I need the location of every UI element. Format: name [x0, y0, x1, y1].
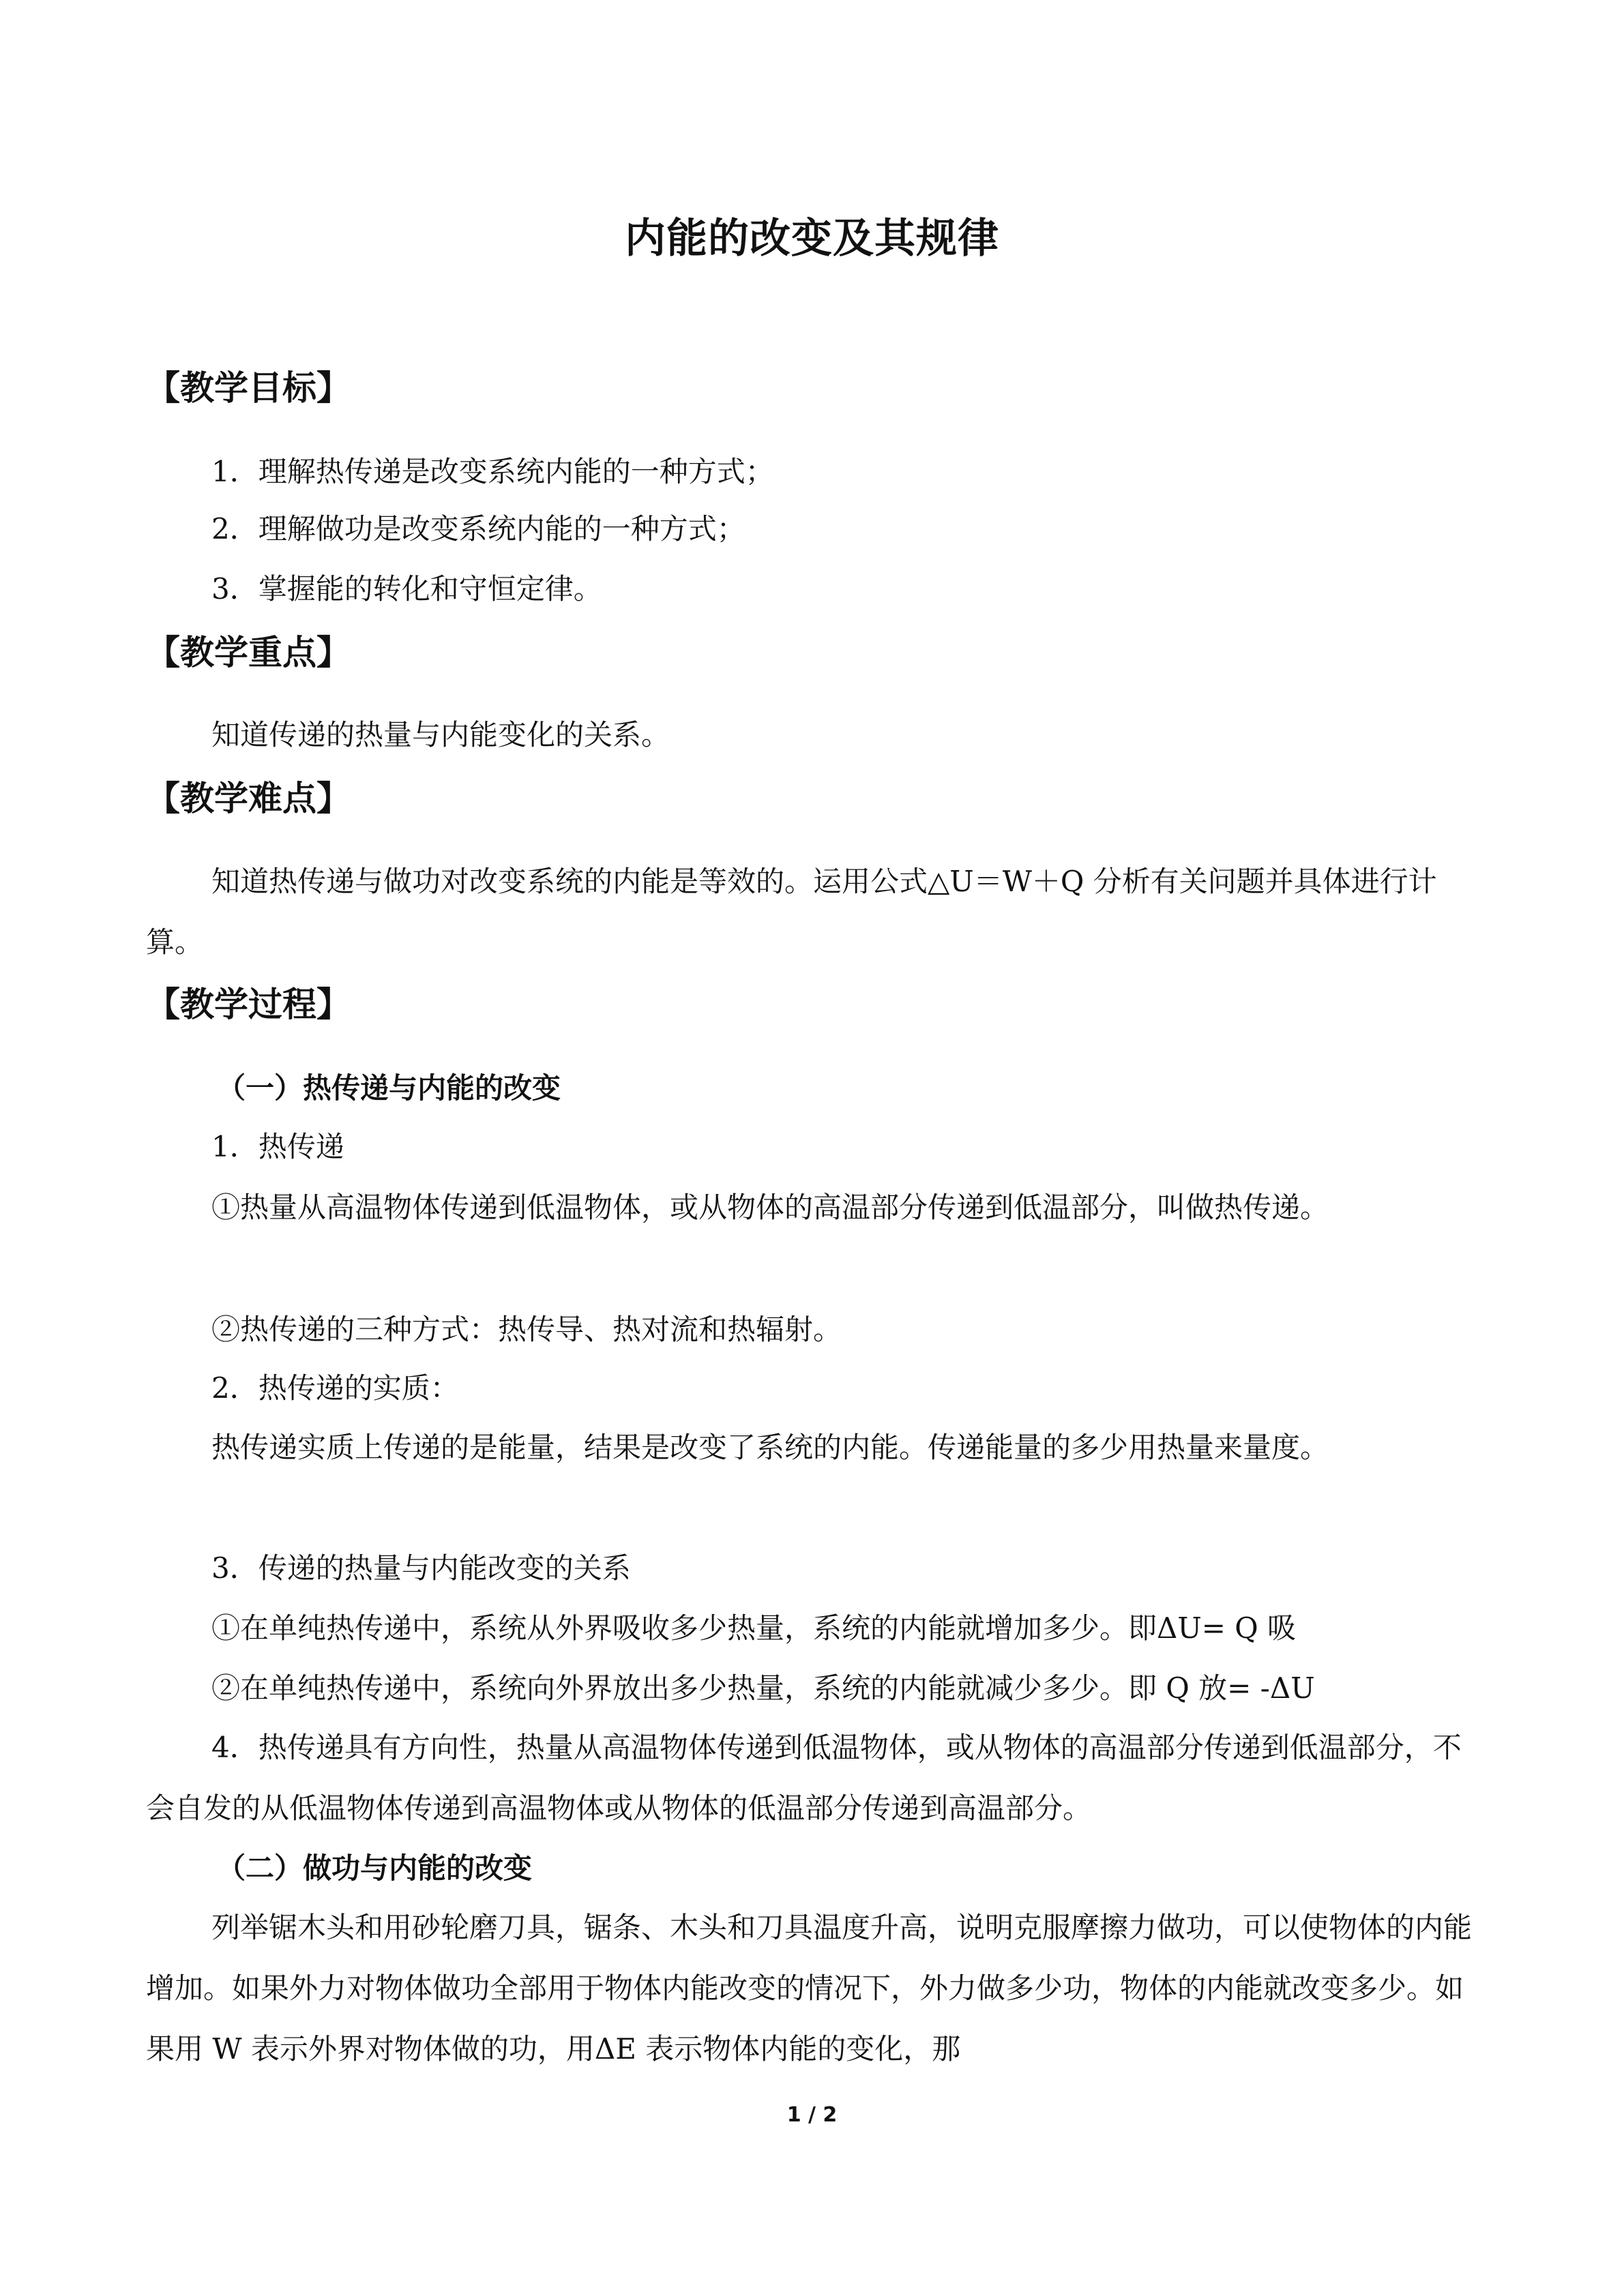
section-1-heading: （一）热传递与内能的改变	[217, 1071, 561, 1105]
difficulties-text: 知道热传递与做功对改变系统的内能是等效的。运用公式△U＝W＋Q 分析有关问题并具体进行计算。	[146, 865, 1437, 959]
section-1-item-3-title: 3．传递的热量与内能改变的关系	[211, 1551, 631, 1585]
section-2-p1: 列举锯木头和用砂轮磨刀具，锯条、木头和刀具温度升高，说明克服摩擦力做功，可以使物体的内能增加。如果外力对物体做功全部用于物体内能改变的情况下，外力做多少功，物体的内能就改变多少。如果用 W 表示外界对物体做的功，用ΔE 表示物体内能的变化，那	[146, 1911, 1473, 2066]
section-1-item-3-p2: ②在单纯热传递中，系统向外界放出多少热量，系统的内能就减少多少。即 Q 放= -ΔU	[211, 1671, 1315, 1705]
section-1-item-1-title: 1．热传递	[211, 1130, 344, 1163]
section-2-heading: （二）做功与内能的改变	[217, 1851, 533, 1885]
section-1-item-1-p1: ①热量从高温物体传递到低温物体，或从物体的高温部分传递到低温部分，叫做热传递。	[211, 1191, 1329, 1224]
section-1-item-3-p1: ①在单纯热传递中，系统从外界吸收多少热量，系统的内能就增加多少。即ΔU= Q 吸	[211, 1611, 1297, 1645]
objective-item-3: 3．掌握能的转化和守恒定律。	[211, 572, 602, 606]
heading-key-points: 【教学重点】	[146, 633, 351, 672]
heading-objectives: 【教学目标】	[146, 368, 351, 408]
section-1-item-4-p1: 4．热传递具有方向性，热量从高温物体传递到低温物体，或从物体的高温部分传递到低温部分，不会自发的从低温物体传递到高温物体或从物体的低温部分传递到高温部分。	[146, 1731, 1462, 1825]
key-points-text: 知道传递的热量与内能变化的关系。	[211, 718, 670, 751]
section-1-item-2-title: 2．热传递的实质：	[211, 1371, 459, 1405]
objective-item-1: 1．理解热传递是改变系统内能的一种方式；	[211, 455, 774, 488]
section-1-item-2-p1: 热传递实质上传递的是能量，结果是改变了系统的内能。传递能量的多少用热量来量度。	[211, 1431, 1329, 1464]
heading-difficulties: 【教学难点】	[146, 779, 351, 818]
page-number: 1 / 2	[786, 2103, 838, 2127]
objective-item-2: 2．理解做功是改变系统内能的一种方式；	[211, 512, 745, 546]
heading-process: 【教学过程】	[146, 985, 351, 1024]
section-1-item-1-p2: ②热传递的三种方式：热传导、热对流和热辐射。	[211, 1313, 842, 1346]
document-title: 内能的改变及其规律	[625, 215, 999, 263]
